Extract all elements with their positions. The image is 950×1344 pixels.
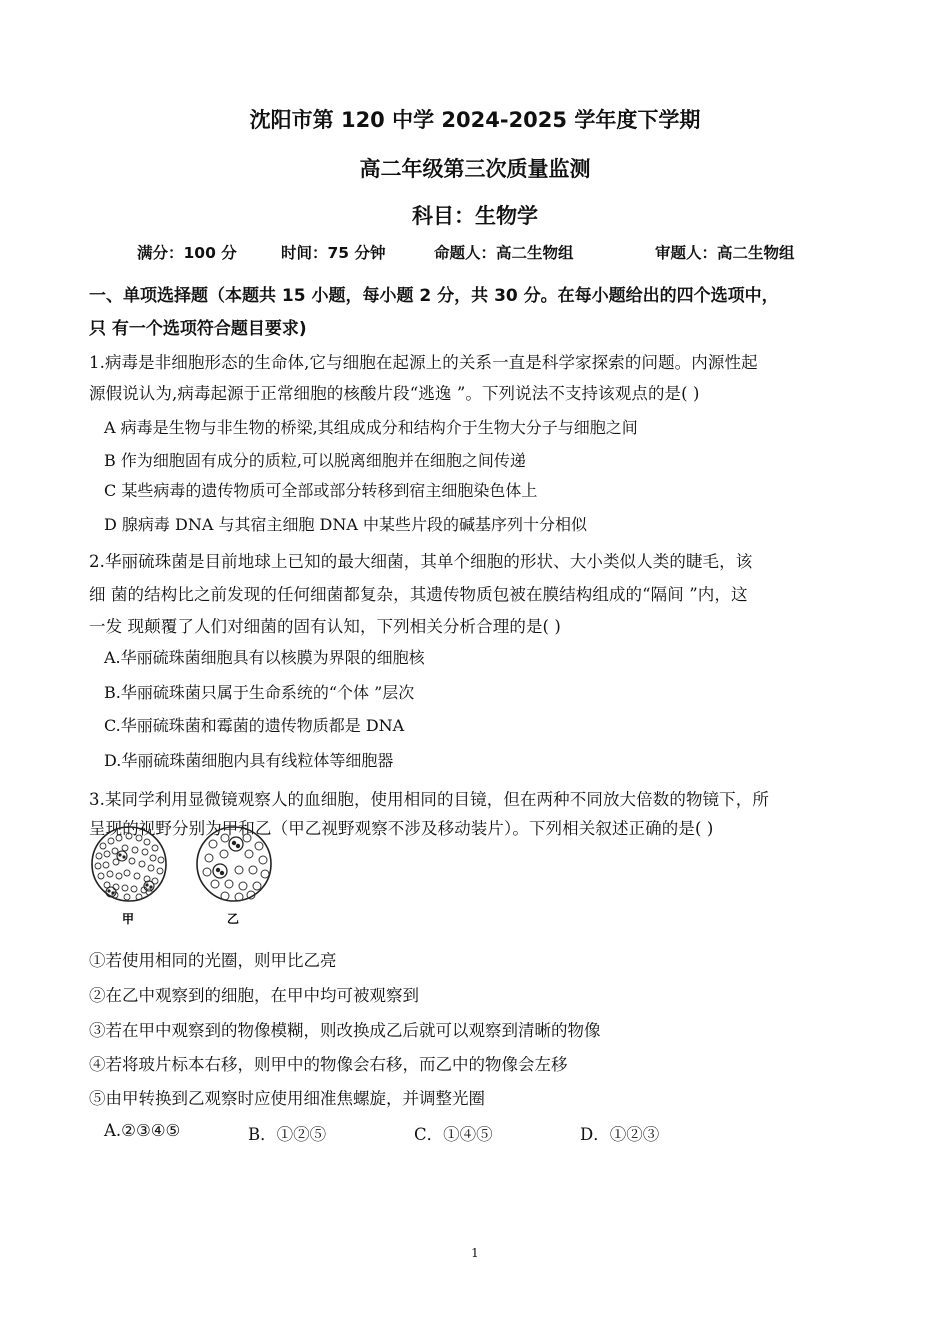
section-heading: 一、单项选择题（本题共 15 小题，每小题 2 分，共 30 分。在每小题给出的四个选项中， bbox=[89, 286, 779, 306]
q2-option-c: C.华丽硫珠菌和霉菌的遗传物质都是 DNA bbox=[104, 716, 405, 735]
question-reviewer: 审题人：高二生物组 bbox=[655, 244, 795, 262]
q3-statement-1: ①若使用相同的光圈，则甲比乙亮 bbox=[89, 951, 337, 970]
q3-statement-3: ③若在甲中观察到的物像模糊，则改换成乙后就可以观察到清晰的物像 bbox=[89, 1021, 601, 1040]
q3-answer-b: B．①②⑤ bbox=[248, 1125, 327, 1144]
exam-title-grade: 高二年级第三次质量监测 bbox=[359, 157, 591, 181]
figure-label-yi: 乙 bbox=[227, 912, 240, 926]
q3-statement-4: ④若将玻片标本右移，则甲中的物像会右移，而乙中的物像会左移 bbox=[89, 1055, 568, 1074]
q2-option-d: D.华丽硫珠菌细胞内具有线粒体等细胞器 bbox=[104, 751, 394, 770]
q3-statement-2: ②在乙中观察到的细胞，在甲中均可被观察到 bbox=[89, 986, 419, 1005]
microscope-fields-illustration bbox=[89, 826, 289, 926]
microscope-figure bbox=[89, 826, 289, 930]
q2-stem-line: 细 菌的结构比之前发现的任何细菌都复杂，其遗传物质包被在膜结构组成的“隔间 ”内，这 bbox=[89, 585, 748, 604]
q1-option-c: C 某些病毒的遗传物质可全部或部分转移到宿主细胞染色体上 bbox=[104, 481, 538, 500]
q2-option-a: A.华丽硫珠菌细胞具有以核膜为界限的细胞核 bbox=[104, 648, 425, 667]
q2-stem-line: 2.华丽硫珠菌是目前地球上已知的最大细菌，其单个细胞的形状、大小类似人类的睫毛，该 bbox=[89, 552, 753, 571]
section-heading-cont: 只 有一个选项符合题目要求) bbox=[89, 319, 307, 339]
q1-stem-line: 1.病毒是非细胞形态的生命体,它与细胞在起源上的关系一直是科学家探索的问题。内源性起 bbox=[89, 353, 758, 372]
q1-option-d: D 腺病毒 DNA 与其宿主细胞 DNA 中某些片段的碱基序列十分相似 bbox=[104, 515, 588, 534]
q3-statement-5: ⑤由甲转换到乙观察时应使用细准焦螺旋，并调整光圈 bbox=[89, 1089, 485, 1108]
q3-stem-line: 3.某同学利用显微镜观察人的血细胞，使用相同的目镜，但在两种不同放大倍数的物镜下，所 bbox=[89, 790, 769, 809]
question-setter: 命题人：高二生物组 bbox=[434, 244, 574, 262]
q3-answer-d: D．①②③ bbox=[580, 1125, 660, 1144]
q2-option-b: B.华丽硫珠菌只属于生命系统的“个体 ”层次 bbox=[104, 683, 415, 702]
exam-time: 时间：75 分钟 bbox=[281, 244, 386, 262]
field-jia bbox=[92, 827, 166, 901]
field-yi bbox=[197, 827, 271, 901]
exam-title-school: 沈阳市第 120 中学 2024-2025 学年度下学期 bbox=[249, 108, 701, 132]
page-number: 1 bbox=[471, 1246, 479, 1260]
exam-subject: 科目：生物学 bbox=[412, 204, 538, 228]
figure-label-jia: 甲 bbox=[122, 912, 135, 926]
q3-answer-a: A.②③④⑤ bbox=[104, 1121, 181, 1140]
q1-stem-line: 源假说认为,病毒起源于正常细胞的核酸片段“逃逸 ”。下列说法不支持该观点的是( ) bbox=[89, 384, 700, 403]
q1-option-b: B 作为细胞固有成分的质粒,可以脱离细胞并在细胞之间传递 bbox=[104, 451, 526, 470]
q1-option-a: A 病毒是生物与非生物的桥梁,其组成成分和结构介于生物大分子与细胞之间 bbox=[104, 418, 638, 437]
q2-stem-line: 一发 现颠覆了人们对细菌的固有认知，下列相关分析合理的是( ) bbox=[89, 617, 561, 636]
q3-stem-line: 呈现的视野分别为甲和乙（甲乙视野观察不涉及移动装片）。下列相关叙述正确的是( ) bbox=[89, 819, 714, 838]
full-score: 满分：100 分 bbox=[137, 244, 237, 262]
q3-answer-c: C．①④⑤ bbox=[414, 1125, 493, 1144]
